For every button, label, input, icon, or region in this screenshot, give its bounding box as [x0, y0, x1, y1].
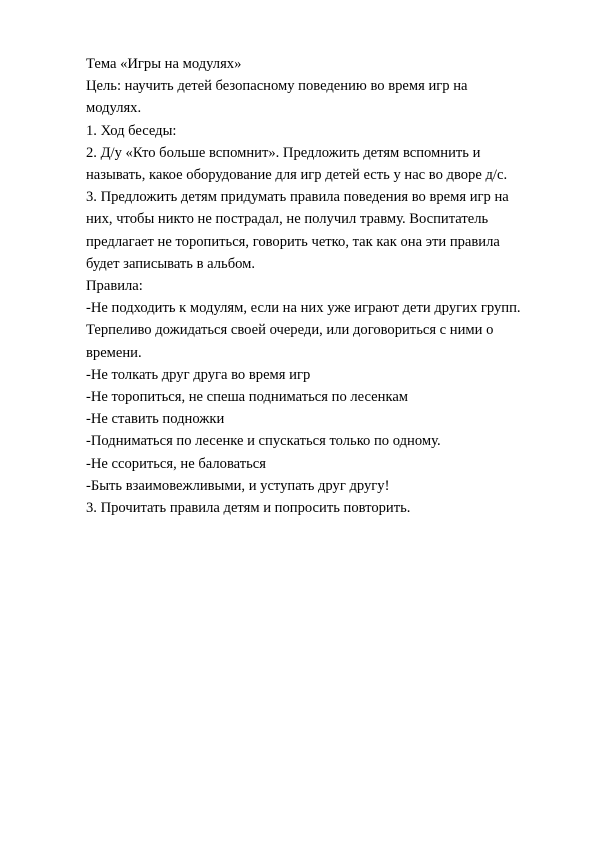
step-1-line: 1. Ход беседы: [86, 122, 177, 139]
step-3-paragraph: 3. Предложить детям придумать правила поведения во время игр на них, чтобы никто не пострадал, не получил травму. Воспитатель предлагает не торопиться, говорить четко, так как она эти правила будет записывать в альбом. [86, 189, 509, 272]
rule-item: Терпеливо дожидаться своей очереди, или договориться с ними о времени. [86, 322, 494, 361]
rule-item: -Не ставить подножки [86, 411, 225, 428]
rules-heading: Правила: [86, 278, 143, 295]
rule-item: -Не толкать друг друга во время игр [86, 366, 311, 383]
goal-paragraph: Цель: научить детей безопасному поведению во время игр на модулях. [86, 78, 468, 117]
rule-item: -Не торопиться, не спеша подниматься по лесенкам [86, 389, 409, 406]
rule-item: -Не подходить к модулям, если на них уже играют дети других групп. [86, 300, 521, 317]
rule-item: -Не ссориться, не баловаться [86, 455, 266, 472]
rule-item: -Подниматься по лесенке и спускаться только по одному. [86, 433, 441, 450]
step-2-paragraph: 2. Д/у «Кто больше вспомнит». Предложить детям вспомнить и называть, какое оборудование для игр детей есть у нас во дворе д/с. [86, 144, 508, 184]
topic-line: Тема «Игры на модулях» [86, 56, 242, 72]
rule-item: -Быть взаимовежливыми, и уступать друг другу! [86, 477, 390, 494]
final-step-line: 3. Прочитать правила детям и попросить повторить. [86, 500, 411, 517]
document-body [86, 53, 526, 519]
